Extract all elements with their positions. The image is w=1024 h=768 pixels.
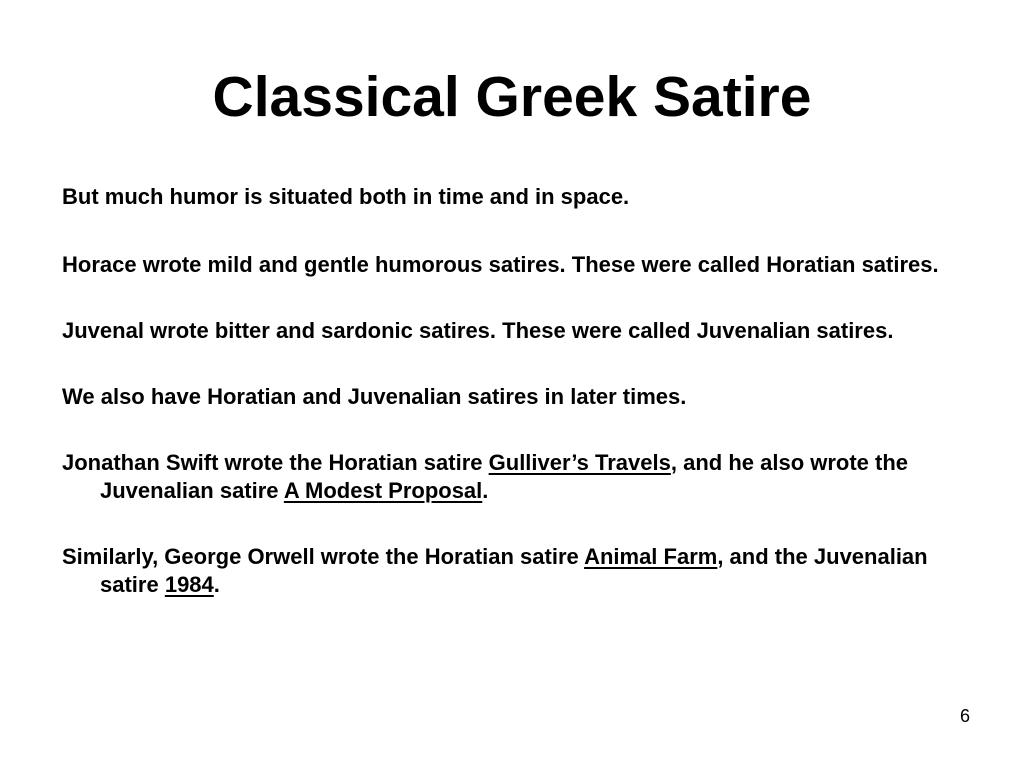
paragraph-text: .: [213, 572, 220, 597]
paragraph-text: .: [482, 478, 489, 503]
page-number: 6: [959, 706, 970, 726]
slide-title: Classical Greek Satire: [212, 65, 812, 129]
paragraph-text: , and he also wrote the Juvenalian satire: [100, 450, 909, 503]
slide-body: [62, 183, 962, 599]
paragraph-juvenal: Juvenal wrote bitter and sardonic satires. These were called Juvenalian satires.: [62, 318, 894, 343]
paragraph-text: , and the Juvenalian satire: [100, 544, 928, 597]
book-title-gullivers-travels: Gulliver’s Travels: [488, 450, 671, 475]
paragraph-text: Similarly, George Orwell wrote the Horatian satire: [62, 544, 585, 569]
paragraph-text: Jonathan Swift wrote the Horatian satire: [62, 450, 489, 475]
paragraph-horace: Horace wrote mild and gentle humorous satires. These were called Horatian satires.: [62, 252, 939, 277]
paragraph-swift: [62, 449, 962, 505]
book-title-a-modest-proposal: A Modest Proposal: [283, 478, 483, 503]
book-title-1984: 1984: [164, 572, 214, 597]
paragraph-later-times: We also have Horatian and Juvenalian satires in later times.: [62, 384, 687, 409]
paragraph-orwell: [62, 543, 962, 599]
book-title-animal-farm: Animal Farm: [584, 544, 718, 569]
paragraph-humor-situated: But much humor is situated both in time and in space.: [62, 184, 630, 209]
